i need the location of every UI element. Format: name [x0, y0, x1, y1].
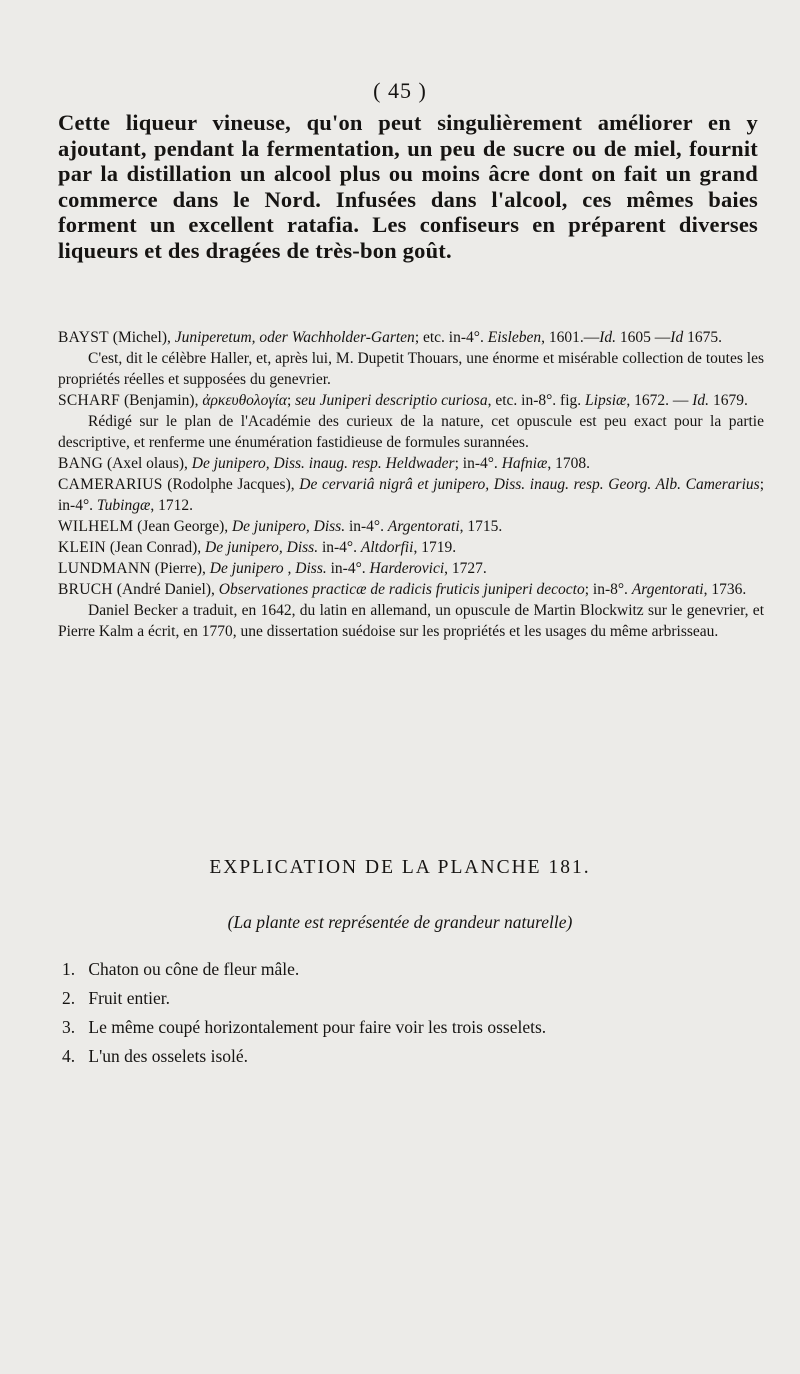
entry-title: seu Juniperi descriptio curiosa	[295, 392, 488, 409]
entry-note: Rédigé sur le plan de l'Académie des curieux de la nature, cet opuscule est peu exact pour la partie descriptive, et renferme une énumération fastidieuse de formules surannées.	[58, 413, 764, 451]
bibliography-entry	[58, 579, 764, 600]
entry-author: BAYST	[58, 329, 109, 346]
list-item	[62, 984, 762, 1013]
entry-id-ref: Id.	[599, 329, 617, 346]
entry-format: in-4°.	[345, 518, 388, 535]
entry-author: BANG	[58, 455, 104, 472]
entry-year: , 1715.	[459, 518, 503, 535]
item-number: 1.	[62, 959, 76, 979]
lead-paragraph: Cette liqueur vineuse, qu'on peut singulièrement améliorer en y ajoutant, pendant la fermentation, un peu de sucre ou de miel, fournit par la distillation un alcool plus ou moins âcre dont on fait un grand commerce dans le Nord. Infusées dans l'alcool, ces mêmes baies forment un excellent ratafia. Les confiseurs en préparent diverses liqueurs et des dragées de très-bon goût.	[58, 110, 758, 263]
entry-title: De junipero, Diss.	[231, 518, 346, 535]
lead-paragraph-block	[58, 110, 758, 263]
entry-place: Lipsiæ	[585, 392, 627, 409]
entry-place: Eisleben	[487, 329, 542, 346]
entry-author: LUNDMANN	[58, 560, 151, 577]
entry-title: De junipero , Diss.	[209, 560, 327, 577]
entry-year: , 1601.—	[541, 329, 600, 346]
item-text: Fruit entier.	[88, 988, 171, 1008]
entry-place: Argentorati	[387, 518, 460, 535]
item-number: 4.	[62, 1046, 76, 1066]
entry-given-name: (Axel olaus),	[107, 455, 188, 472]
entry-note: C'est, dit le célèbre Haller, et, après lui, M. Dupetit Thouars, une énorme et misérable collection de toutes les propriétés réelles et supposées du genevrier.	[58, 350, 764, 388]
item-text: L'un des osselets isolé.	[88, 1046, 249, 1066]
entry-title: De junipero, Diss. inaug. resp. Heldwader	[191, 455, 455, 472]
bibliography-entry	[58, 453, 764, 474]
entry-title: Juniperetum, oder Wachholder-Garten	[174, 329, 415, 346]
entry-year: 1605 —	[616, 329, 671, 346]
entry-year: , 1672. —	[626, 392, 693, 409]
entry-year: , 1736.	[703, 581, 747, 598]
entry-given-name: (Jean George),	[137, 518, 229, 535]
entry-author: BRUCH	[58, 581, 113, 598]
bibliography-entry	[58, 558, 764, 579]
plate-explanation-title: EXPLICATION DE LA PLANCHE 181.	[209, 857, 591, 878]
list-item	[62, 1042, 762, 1071]
entry-year: 1675.	[683, 329, 722, 346]
entry-place: Argentorati	[631, 581, 704, 598]
entry-note: Daniel Becker a traduit, en 1642, du latin en allemand, un opuscule de Martin Blockwitz sur le genevrier, et Pierre Kalm a écrit, en 1770, une dissertation suédoise sur les propriétés et les usages du même arbrisseau.	[58, 602, 764, 640]
entry-id-ref: Id.	[692, 392, 710, 409]
bibliography-entry	[58, 327, 764, 348]
page-number: ( 45 )	[373, 78, 427, 103]
entry-greek-title: ἀρκευθολογία	[202, 392, 287, 409]
entry-place: Tubingæ	[96, 497, 151, 514]
bibliography-entry	[58, 537, 764, 558]
item-text: Chaton ou cône de fleur mâle.	[88, 959, 300, 979]
entry-year: , 1712.	[150, 497, 193, 514]
item-number: 3.	[62, 1017, 76, 1037]
entry-format: in-4°.	[318, 539, 361, 556]
entry-author: KLEIN	[58, 539, 106, 556]
entry-format: ; in-8°.	[584, 581, 632, 598]
plate-explanation-subtitle: (La plante est représentée de grandeur naturelle)	[227, 912, 573, 932]
entry-year: , 1727.	[444, 560, 487, 577]
entry-place: Hafniæ	[501, 455, 548, 472]
entry-title: De cervariâ nigrâ et junipero, Diss. inaug. resp. Georg. Alb. Camerarius	[299, 476, 760, 493]
entry-given-name: (André Daniel),	[116, 581, 215, 598]
entry-given-name: (Jean Conrad),	[109, 539, 202, 556]
entry-format: ; etc. in-4°.	[414, 329, 484, 346]
entry-year: , 1719.	[413, 539, 457, 556]
plate-legend-list	[62, 955, 762, 1071]
entry-title: De junipero, Diss.	[205, 539, 319, 556]
entry-given-name: (Pierre),	[154, 560, 206, 577]
entry-format: ; in-4°.	[454, 455, 502, 472]
entry-place: Altdorfii	[360, 539, 414, 556]
entry-title: Observationes practicæ de radicis fruticis juniperi decocto	[218, 581, 585, 598]
bibliography-entry	[58, 474, 764, 516]
bibliography-entry	[58, 390, 764, 411]
list-item	[62, 1013, 762, 1042]
entry-format: in-4°.	[326, 560, 370, 577]
item-number: 2.	[62, 988, 76, 1008]
entry-given-name: (Michel),	[112, 329, 171, 346]
entry-format: , etc. in-8°. fig.	[487, 392, 586, 409]
entry-given-name: (Benjamin),	[123, 392, 199, 409]
entry-separator: ;	[286, 392, 296, 409]
entry-year: , 1708.	[547, 455, 590, 472]
entry-author: SCHARF	[58, 392, 121, 409]
bibliography-entry	[58, 516, 764, 537]
list-item	[62, 955, 762, 984]
item-text: Le même coupé horizontalement pour faire voir les trois osselets.	[88, 1017, 547, 1037]
entry-given-name: (Rodolphe Jacques),	[167, 476, 295, 493]
entry-id-ref: Id	[670, 329, 684, 346]
entry-year: 1679.	[709, 392, 748, 409]
entry-format: ; in-4°.	[58, 476, 764, 514]
entry-place: Harderovici	[369, 560, 445, 577]
bibliography	[58, 327, 764, 642]
entry-author: CAMERARIUS	[58, 476, 163, 493]
entry-author: WILHELM	[58, 518, 134, 535]
